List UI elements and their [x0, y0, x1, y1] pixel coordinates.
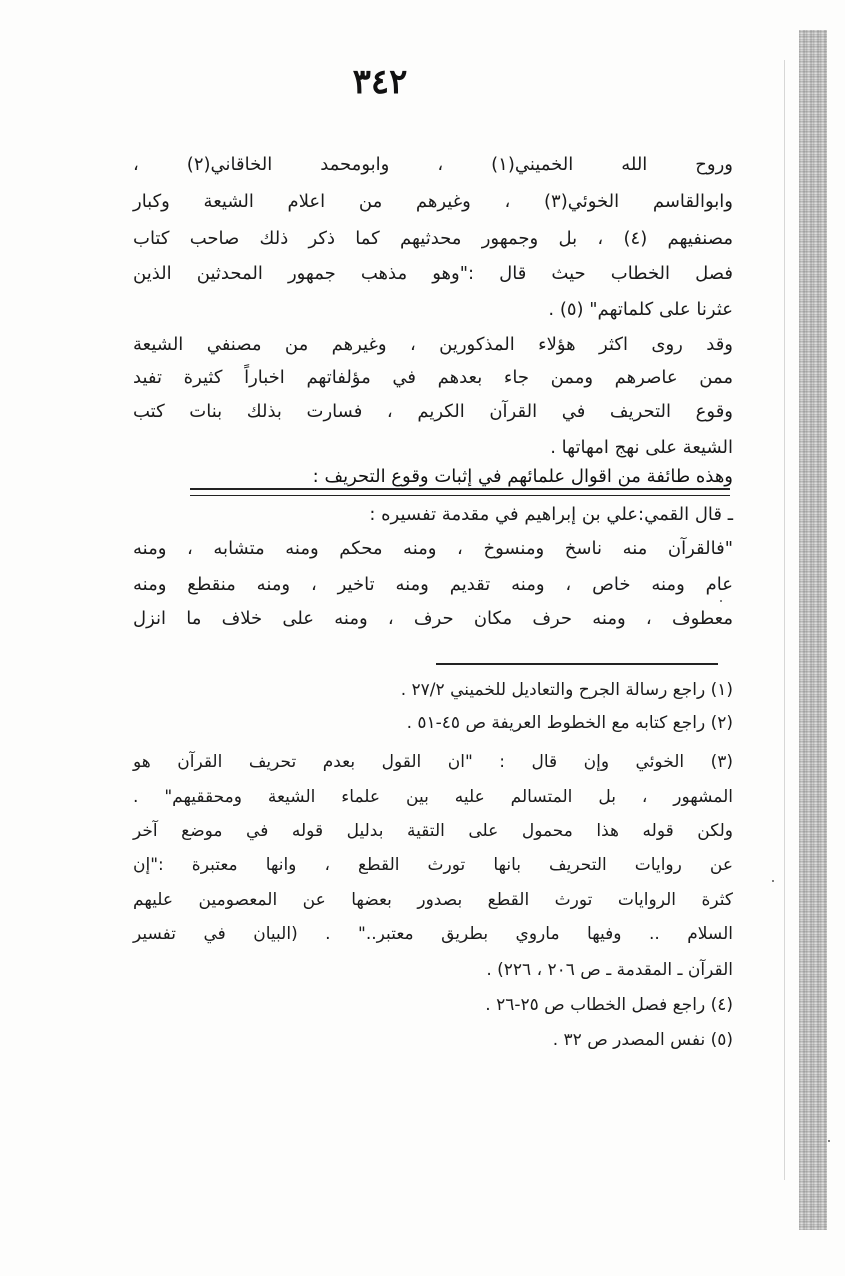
footnote: المشهور ، بل المتسالم عليه بين علماء الشيعة ومحققيهم" . — [133, 787, 733, 807]
body-line: وابوالقاسم الخوئي(٣) ، وغيرهم من اعلام الشيعة وكبار — [133, 191, 733, 212]
footnote-divider — [436, 663, 718, 665]
heading-underline — [190, 488, 730, 496]
binding-edge — [799, 30, 827, 1230]
section-heading: وهذه طائفة من اقوال علمائهم في إثبات وقوع التحريف : — [312, 466, 733, 487]
footnote: كثرة الروايات تورث القطع بصدور بعضها عن المعصومين عليهم — [133, 890, 733, 910]
page-number: ٣٤٢ — [352, 62, 408, 102]
footnote: عن روايات التحريف بانها تورث القطع ، وانها معتبرة :"إن — [133, 855, 733, 875]
page-edge-line — [784, 60, 785, 1180]
body-line: عثرنا على كلماتهم" (٥) . — [548, 299, 733, 320]
scan-speck — [772, 880, 774, 882]
body-line: فصل الخطاب حيث قال :"وهو مذهب جمهور المحدثين الذين — [133, 263, 733, 284]
scan-speck — [828, 1140, 830, 1142]
body-line: وقد روى اكثر هؤلاء المذكورين ، وغيرهم من مصنفي الشيعة — [133, 334, 733, 355]
footnote: (٣) الخوئي وإن قال : "ان القول بعدم تحريف القرآن هو — [133, 752, 733, 772]
body-line: الشيعة على نهج امهاتها . — [550, 437, 733, 458]
quote-line: عام ومنه خاص ، ومنه تقديم ومنه تاخير ، ومنه منقطع ومنه — [133, 574, 733, 595]
body-line: وقوع التحريف في القرآن الكريم ، فسارت بذلك بنات كتب — [133, 401, 733, 422]
quote-line: ـ قال القمي:علي بن إبراهيم في مقدمة تفسيره : — [369, 504, 733, 525]
quote-line: معطوف ، ومنه حرف مكان حرف ، ومنه على خلاف ما انزل — [133, 608, 733, 629]
footnote: القرآن ـ المقدمة ـ ص ٢٠٦ ، ٢٢٦) . — [486, 960, 733, 980]
footnote: (٥) نفس المصدر ص ٣٢ . — [552, 1030, 733, 1050]
footnote: ولكن قوله هذا محمول على التقية بدليل قوله في موضع آخر — [133, 821, 733, 841]
body-line: وروح الله الخميني(١) ، وابومحمد الخاقاني(٢) ، — [133, 154, 733, 175]
footnote: السلام .. وفيها ماروي بطريق معتبر.." . (البيان في تفسير — [133, 924, 733, 944]
footnote: (٢) راجع كتابه مع الخطوط العريفة ص ٤٥-٥١ . — [406, 713, 733, 733]
body-line: ممن عاصرهم وممن جاء بعدهم في مؤلفاتهم اخباراً كثيرة تفيد — [133, 367, 733, 388]
footnote: (١) راجع رسالة الجرح والتعاديل للخميني ٢٧/٢ . — [400, 680, 733, 700]
scan-speck — [720, 600, 722, 602]
footnote: (٤) راجع فصل الخطاب ص ٢٥-٢٦ . — [485, 995, 733, 1015]
quote-line: "فالقرآن منه ناسخ ومنسوخ ، ومنه محكم ومنه متشابه ، ومنه — [133, 538, 733, 559]
body-line: مصنفيهم (٤) ، بل وجمهور محدثيهم كما ذكر ذلك صاحب كتاب — [133, 228, 733, 249]
